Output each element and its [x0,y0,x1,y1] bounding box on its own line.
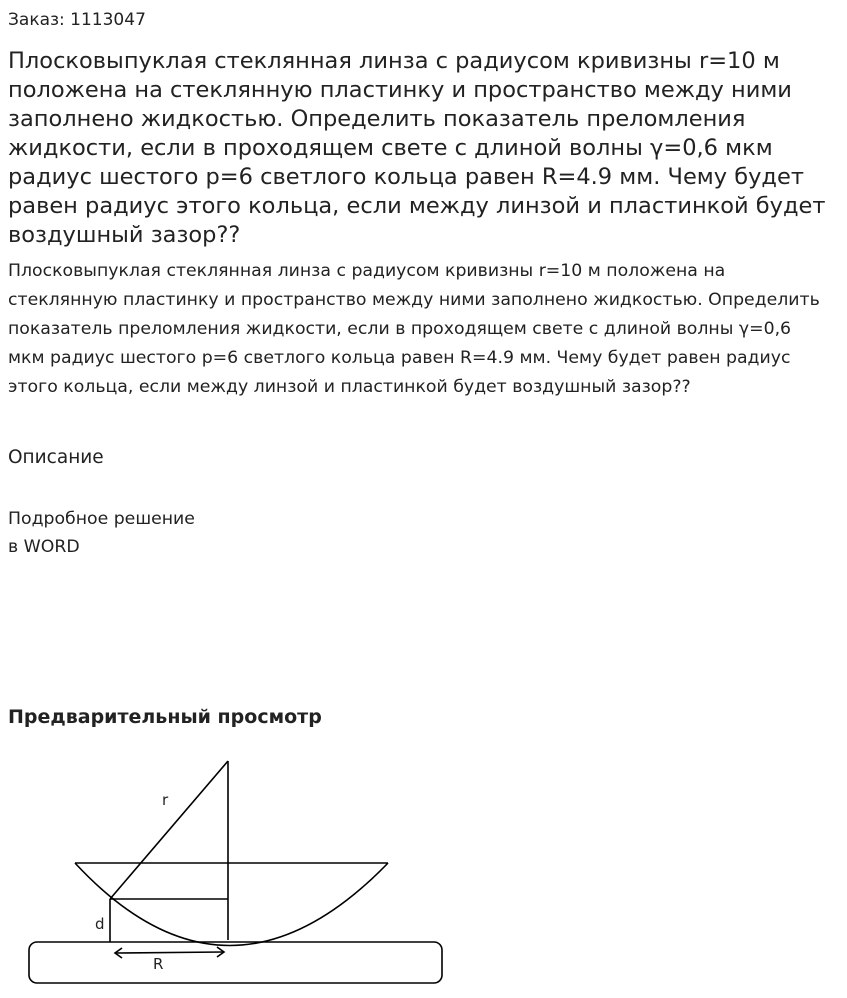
preview-heading: Предварительный просмотр [8,706,322,728]
label-r: r [162,791,169,809]
task-text: Плосковыпуклая стеклянная линза с радиусом кривизны r=10 м положена на стеклянную пластинку и пространство между ними заполнено жидкостью. Определить показатель преломления жидкости, если в проходящем свете с длиной волны γ=0,6 мкм радиус шестого p=6 светлого кольца равен R=4.9 мм. Чему будет равен радиус этого кольца, если между линзой и пластинкой будет воздушный зазор?? [8,261,820,397]
ring-radius-arrow [116,952,223,953]
lens-curved-surface [75,863,388,946]
task-title: Плосковыпуклая стеклянная линза с радиусом кривизны r=10 м положена на стеклянную пластинку и пространство между ними заполнено жидкостью. Определить показатель преломления жидкости, если в проходящем свете с длиной волны γ=0,6 мкм радиус шестого p=6 светлого кольца равен R=4.9 мм. Чему будет равен радиус этого кольца, если между линзой и пластинкой будет воздушный зазор?? [8,48,826,248]
preview-diagram [0,740,460,998]
description-text: Подробное решение в WORD [8,509,195,557]
order-number: Заказ: 1113047 [8,10,146,30]
glass-plate [29,942,442,983]
label-d: d [95,915,105,933]
radius-line [110,761,228,899]
label-R: R [153,955,164,973]
description-heading: Описание [8,447,104,468]
